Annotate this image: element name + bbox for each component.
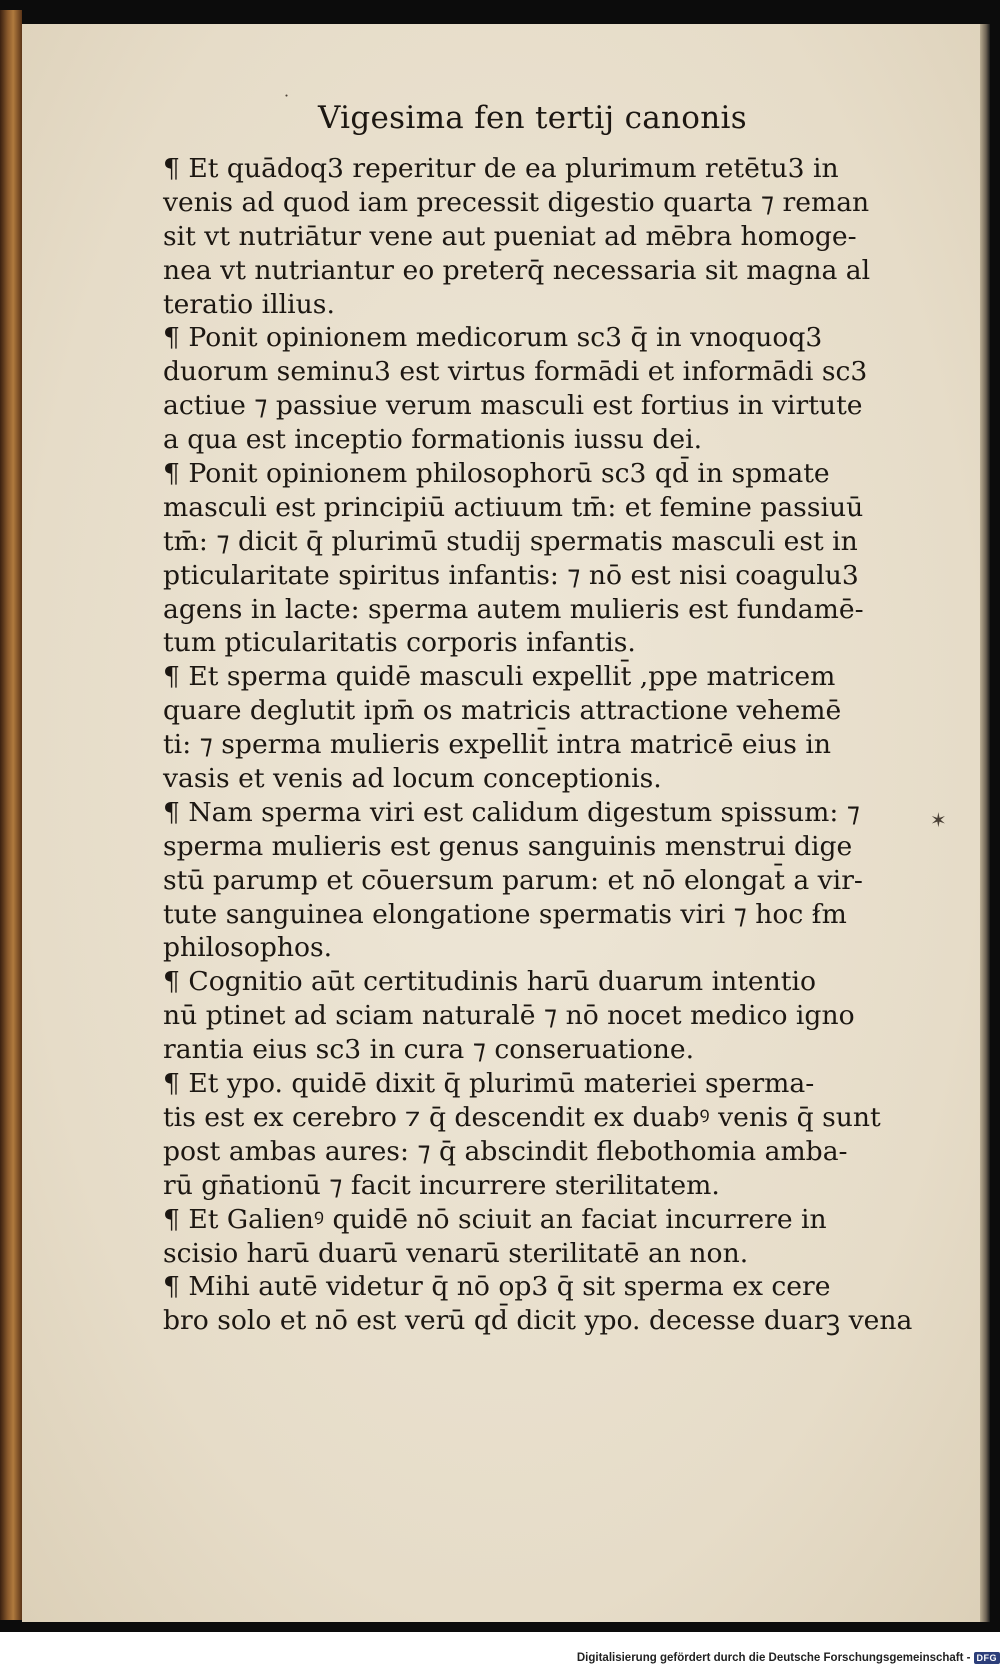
text-line: sperma mulieris est genus sanguinis menstrui dige [163, 830, 853, 862]
text-line: ¶ Mihi autē videtur q̄ nō op3 q̄ sit sperma ex cere [163, 1271, 831, 1303]
text-line: rantia eius sc3 in cura ⁊ conseruatione. [163, 1034, 695, 1066]
text-line: post ambas aures: ⁊ q̄ abscindit flebothomia amba- [163, 1135, 848, 1167]
text-line: masculi est principiū actiuum tm̄: et femine passiuū [163, 491, 864, 523]
text-line: philosophos. [163, 932, 333, 964]
text-line: ¶ Et Galienꝰ quidē nō sciuit an faciat incurrere in [163, 1203, 827, 1235]
text-line: teratio illius. [163, 288, 335, 320]
text-line: bro solo et nō est verū qd̄ dicit ypo. decesse duarꝫ vena [163, 1305, 913, 1337]
text-line: ¶ Et quādoq3 reperitur de ea plurimum retētu3 in [163, 153, 839, 184]
text-line: duorum seminu3 est virtus formādi et informādi sc3 [163, 356, 868, 388]
text-line: agens in lacte: sperma autem mulieris est fundamē- [163, 593, 864, 625]
text-line: a qua est inceptio formationis iussu dei. [163, 424, 703, 456]
text-line: stū parump et cōuersum parum: et nō elongat̄ a vir- [163, 864, 863, 896]
text-line: ¶ Et sperma quidē masculi expellit̄ ,ppe matricem [163, 661, 836, 693]
margin-mark-icon: ˙ [282, 92, 291, 113]
digitization-credit [570, 1652, 1000, 1672]
text-line: ¶ Ponit opinionem philosophorū sc3 qd̄ in spmate [163, 458, 830, 490]
margin-flourish-icon: ✶ [930, 808, 947, 832]
text-line: vasis et venis ad locum conceptionis. [163, 763, 662, 795]
page-fore-edge [980, 24, 990, 1622]
text-line: venis ad quod iam precessit digestio quarta ⁊ reman [163, 186, 870, 218]
dfg-logo: DFG [974, 1652, 1000, 1664]
text-line: rū gn̄ationū ⁊ facit incurrere sterilitatem. [163, 1169, 720, 1201]
text-line: ¶ Et ypo. quidē dixit q̄ plurimū materiei sperma- [163, 1068, 815, 1100]
text-line: tm̄: ⁊ dicit q̄ plurimū studij spermatis masculi est in [163, 525, 858, 557]
text-line: tute sanguinea elongatione spermatis viri ⁊ hoc ẜm [163, 898, 847, 930]
running-head: Vigesima fen tertij canonis [318, 100, 747, 136]
text-line: ¶ Cognitio aūt certitudinis harū duarum intentio [163, 966, 816, 998]
text-line: sit vt nutriātur vene aut pueniat ad mēbra homoge- [163, 220, 857, 252]
credit-text: Digitalisierung gefördert durch die Deutsche Forschungsgemeinschaft - [576, 1652, 971, 1664]
text-line: quare deglutit ipm̄ os matricis attractione vehemē [163, 695, 842, 727]
text-line: ¶ Nam sperma viri est calidum digestum spissum: ⁊ [163, 796, 860, 828]
text-line: ¶ Ponit opinionem medicorum sc3 q̄ in vnoquoq3 [163, 322, 823, 354]
book-spine [0, 10, 22, 1620]
text-line: actiue ⁊ passiue verum masculi est fortius in virtute [163, 390, 863, 422]
text-line: tum pticularitatis corporis infantis. [163, 627, 636, 659]
text-block [163, 152, 923, 1338]
text-line: pticularitate spiritus infantis: ⁊ nō est nisi coagulu3 [163, 559, 859, 591]
text-line: scisio harū duarū venarū sterilitatē an non. [163, 1237, 749, 1269]
text-line: ti: ⁊ sperma mulieris expellit̄ intra matricē eius in [163, 729, 831, 761]
text-line: nea vt nutriantur eo preterq̄ necessaria sit magna al [163, 254, 871, 286]
text-line: nū ptinet ad sciam naturalē ⁊ nō nocet medico igno [163, 1000, 855, 1032]
text-line: tis est ex cerebro ⁊ q̄ descendit ex duabꝰ venis q̄ sunt [163, 1101, 881, 1133]
